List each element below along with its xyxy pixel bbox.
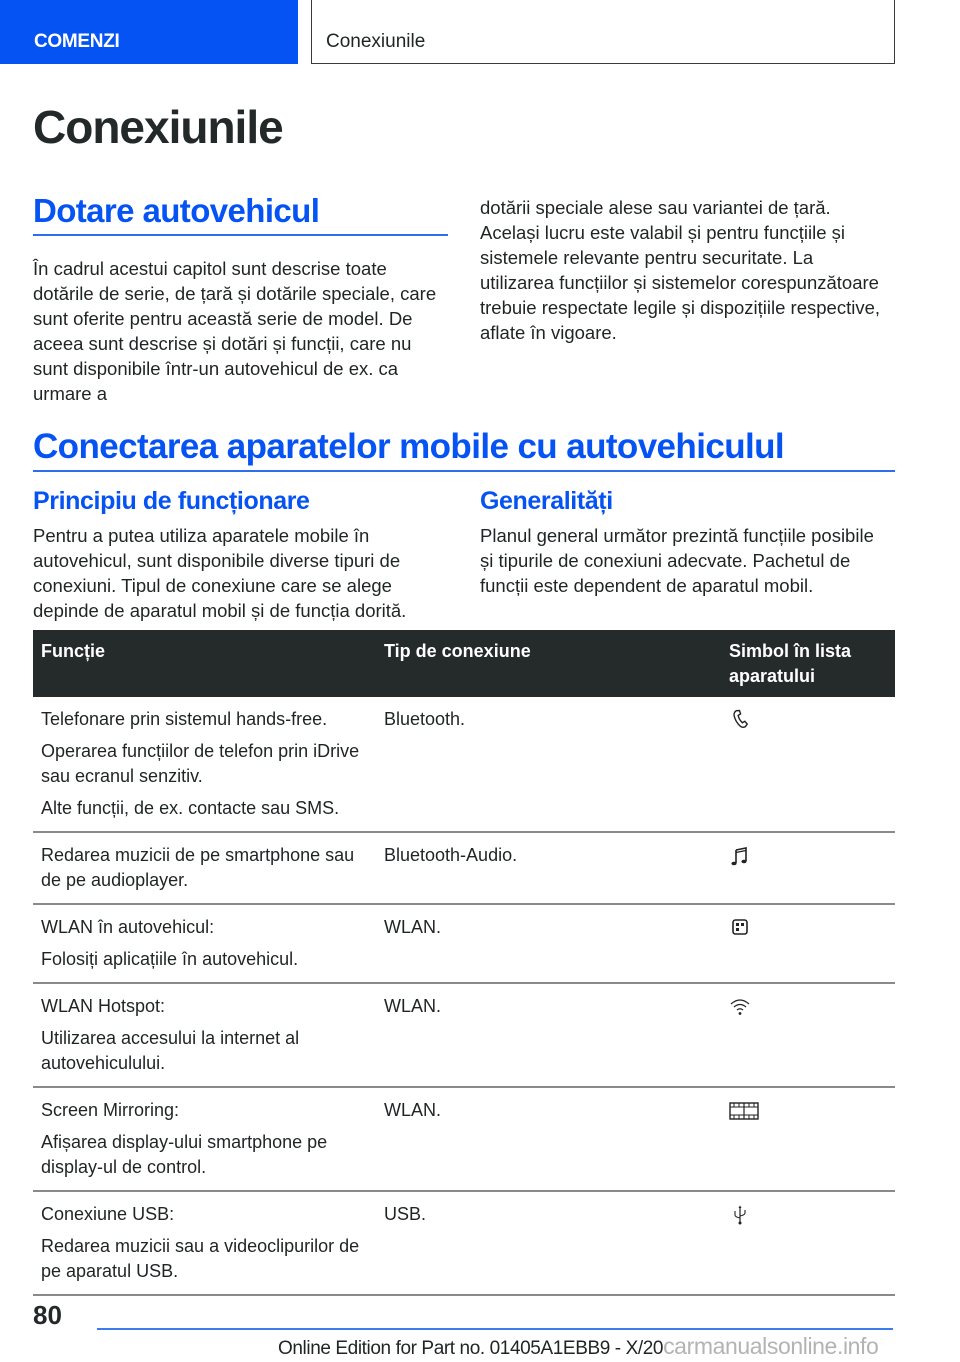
- function-text: Screen Mirroring:: [41, 1100, 180, 1120]
- connection-text: WLAN.: [384, 917, 442, 937]
- dotare-text-left: În cadrul acestui capitol sunt descrise toate dotările de serie, de țară și dotările speciale, care sunt oferite pentru această serie de model. De aceea sunt descrise și dotări și funcții, care nu sunt disponibile într-un autovehicul de ex. ca urmare a: [33, 258, 437, 404]
- apps-icon: [729, 917, 751, 939]
- film-strip-icon: [729, 1100, 759, 1122]
- connections-table: [33, 630, 895, 1296]
- function-text: Afișarea display-ului smartphone pe display-ul de control.: [41, 1132, 328, 1177]
- page-title: Conexiunile: [33, 101, 283, 153]
- function-text: Utilizarea accesului la internet al autovehiculului.: [41, 1028, 300, 1073]
- function-text: Telefonare prin sistemul hands-free.: [41, 709, 328, 729]
- generalitati-text: Planul general următor prezintă funcțiile posibile și tipurile de conexiuni adecvate. Pachetul de funcții este dependent de aparatul mobil.: [480, 525, 874, 596]
- heading-conectare: Conectarea aparatelor mobile cu autovehiculul: [33, 427, 784, 466]
- function-text: WLAN Hotspot:: [41, 996, 166, 1016]
- function-text: Redarea muzicii sau a videoclipurilor de pe aparatul USB.: [41, 1236, 360, 1281]
- section-tab-label: COMENZI: [34, 31, 120, 52]
- heading-dotare: Dotare autovehicul: [33, 192, 320, 229]
- connection-text: USB.: [384, 1204, 427, 1224]
- function-text: Folosiți aplicațiile în autovehicul.: [41, 949, 299, 969]
- function-text: Redarea muzicii de pe smartphone sau de pe audioplayer.: [41, 845, 355, 890]
- table-row: [33, 697, 895, 832]
- chapter-tab-label: Conexiunile: [326, 31, 426, 52]
- table-header-row: [33, 630, 895, 697]
- heading-rule: [33, 234, 448, 236]
- function-text: Conexiune USB:: [41, 1204, 175, 1224]
- usb-icon: [729, 1204, 751, 1226]
- phone-handset-icon: [729, 709, 751, 731]
- table-row: [33, 983, 895, 1087]
- wifi-icon: [729, 996, 751, 1018]
- header-function: Funcție: [33, 630, 376, 697]
- function-text: Operarea funcțiilor de telefon prin iDrive sau ecranul senzitiv.: [41, 741, 360, 786]
- table-row: [33, 1087, 895, 1191]
- connection-text: Bluetooth.: [384, 709, 466, 729]
- function-text: WLAN în autovehicul:: [41, 917, 215, 937]
- table-row: [33, 1191, 895, 1295]
- connection-text: WLAN.: [384, 996, 442, 1016]
- section-tab: [0, 0, 298, 64]
- heading-rule: [33, 470, 895, 472]
- footer-rule: [97, 1328, 893, 1330]
- dotare-text-right: dotării speciale alese sau variantei de țară. Același lucru este valabil și pentru funcțiile și sistemele relevante pentru securitate. La utilizarea funcțiilor și sistemelor corespunzătoare trebuie respectate legile și dispozițiile respective, aflate în vigoare.: [480, 197, 881, 343]
- heading-principiu: Principiu de funcționare: [33, 487, 310, 515]
- page-number: 80: [33, 1300, 62, 1330]
- edition-text: Online Edition for Part no. 01405A1EBB9 - X/20: [278, 1338, 664, 1359]
- table-row: [33, 904, 895, 983]
- header-symbol: Simbol în lista aparatului: [721, 630, 895, 697]
- watermark-link[interactable]: carmanualsonline.info: [663, 1333, 879, 1359]
- footer-edition: [278, 1333, 878, 1360]
- table-row: [33, 832, 895, 904]
- connection-text: Bluetooth-Audio.: [384, 845, 518, 865]
- heading-generalitati: Generalități: [480, 487, 613, 515]
- function-text: Alte funcții, de ex. contacte sau SMS.: [41, 798, 340, 818]
- principiu-text: Pentru a putea utiliza aparatele mobile în autovehicul, sunt disponibile diverse tipuri de conexiuni. Tipul de conexiune care se alege depinde de aparatul mobil și de funcția dorită.: [33, 525, 407, 621]
- header-connection-type: Tip de conexiune: [376, 630, 721, 697]
- music-note-icon: [729, 845, 751, 867]
- chapter-tab: [311, 0, 895, 64]
- connection-text: WLAN.: [384, 1100, 442, 1120]
